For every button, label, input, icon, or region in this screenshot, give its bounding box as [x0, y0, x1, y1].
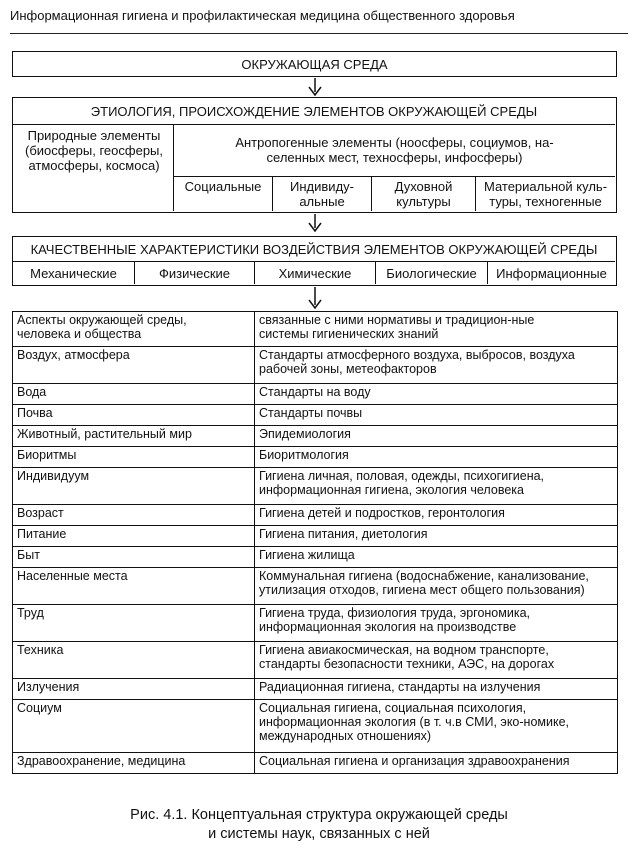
sub-individual: Индивиду-альные — [273, 177, 372, 211]
norms-cell: Коммунальная гигиена (водоснабжение, канализование, утилизация отходов, гигиена мест общего пользования) — [255, 568, 618, 605]
aspect-cell: Социум — [13, 700, 255, 753]
quality-informational: Информационные — [496, 265, 607, 281]
aspect-cell: Труд — [13, 605, 255, 642]
aspect-cell: Населенные места — [13, 568, 255, 605]
table-row — [13, 679, 618, 700]
norms-cell: Стандарты почвы — [255, 405, 618, 426]
norms-cell: Гигиена личная, половая, одежды, психогигиена, информационная гигиена, экология человека — [255, 468, 618, 505]
aspect-cell: Техника — [13, 642, 255, 679]
table-row — [13, 700, 618, 753]
etiology-title: ЭТИОЛОГИЯ, ПРОИСХОЖДЕНИЕ ЭЛЕМЕНТОВ ОКРУЖАЮЩЕЙ СРЕДЫ — [13, 98, 615, 125]
table-row — [13, 753, 618, 774]
arrow-down-icon — [306, 214, 324, 234]
norms-cell: Биоритмология — [255, 447, 618, 468]
table-row — [13, 405, 618, 426]
aspect-cell: Возраст — [13, 505, 255, 526]
table-header-row — [13, 312, 618, 347]
quality-title: КАЧЕСТВЕННЫЕ ХАРАКТЕРИСТИКИ ВОЗДЕЙСТВИЯ ЭЛЕМЕНТОВ ОКРУЖАЮЩЕЙ СРЕДЫ — [13, 237, 615, 262]
table-row — [13, 384, 618, 405]
caption-line-2: и системы наук, связанных с ней — [208, 826, 430, 842]
quality-biological: Биологические — [376, 262, 488, 284]
anthropogenic-elements: Антропогенные элементы (ноосферы, социумов, на-селенных мест, техносферы, инфосферы) — [174, 125, 615, 177]
table-row — [13, 447, 618, 468]
aspect-cell: Животный, растительный мир — [13, 426, 255, 447]
table-header-norms: связанные с ними нормативы и традицион-ные системы гигиенических знаний — [255, 312, 618, 347]
table-row — [13, 347, 618, 384]
sub-material: Материальной куль-туры, техногенные — [483, 179, 608, 209]
aspect-cell: Биоритмы — [13, 447, 255, 468]
table-row — [13, 426, 618, 447]
norms-cell: Радиационная гигиена, стандарты на излучения — [255, 679, 618, 700]
aspect-cell: Вода — [13, 384, 255, 405]
header-rule — [10, 33, 628, 34]
aspect-cell: Почва — [13, 405, 255, 426]
natural-elements: Природные элементы (биосферы, геосферы, атмосферы, космоса) — [13, 125, 174, 211]
page-header: Информационная гигиена и профилактическая медицина общественного здоровья — [10, 8, 515, 23]
sub-spiritual: Духовной культуры — [372, 177, 476, 211]
norms-cell: Стандарты на воду — [255, 384, 618, 405]
table-row — [13, 505, 618, 526]
norms-cell: Социальная гигиена, социальная психология, информационная экология (в т. ч.в СМИ, эко-номике, международных отношениях) — [255, 700, 618, 753]
etiology-block — [12, 97, 617, 213]
norms-cell: Гигиена детей и подростков, геронтология — [255, 505, 618, 526]
norms-cell: Эпидемиология — [255, 426, 618, 447]
norms-cell: Социальная гигиена и организация здравоохранения — [255, 753, 618, 774]
norms-cell: Стандарты атмосферного воздуха, выбросов, воздуха рабочей зоны, метеофакторов — [255, 347, 618, 384]
table-row — [13, 568, 618, 605]
quality-physical: Физические — [135, 262, 255, 284]
aspects-table — [12, 311, 618, 774]
table-row — [13, 547, 618, 568]
caption-line-1: Рис. 4.1. Концептуальная структура окружающей среды — [130, 807, 508, 823]
arrow-down-icon — [306, 287, 324, 311]
table-row — [13, 642, 618, 679]
aspect-cell: Питание — [13, 526, 255, 547]
sub-social: Социальные — [174, 177, 273, 211]
norms-cell: Гигиена жилища — [255, 547, 618, 568]
environment-title: ОКРУЖАЮЩАЯ СРЕДА — [241, 56, 388, 72]
norms-cell: Гигиена труда, физиология труда, эргономика, информационная экология на производстве — [255, 605, 618, 642]
aspect-cell: Индивидуум — [13, 468, 255, 505]
table-row — [13, 526, 618, 547]
arrow-down-icon — [306, 78, 324, 98]
norms-cell: Гигиена питания, диетология — [255, 526, 618, 547]
environment-box — [12, 51, 617, 77]
table-row — [13, 468, 618, 505]
aspect-cell: Воздух, атмосфера — [13, 347, 255, 384]
quality-mechanical: Механические — [13, 262, 135, 284]
aspect-cell: Здравоохранение, медицина — [13, 753, 255, 774]
aspect-cell: Быт — [13, 547, 255, 568]
table-header-aspects: Аспекты окружающей среды, человека и общества — [13, 312, 255, 347]
quality-chemical: Химические — [255, 262, 376, 284]
quality-block — [12, 236, 617, 286]
aspect-cell: Излучения — [13, 679, 255, 700]
norms-cell: Гигиена авиакосмическая, на водном транспорте, стандарты безопасности техники, АЭС, на дорогах — [255, 642, 618, 679]
figure-caption — [0, 806, 638, 844]
table-row — [13, 605, 618, 642]
